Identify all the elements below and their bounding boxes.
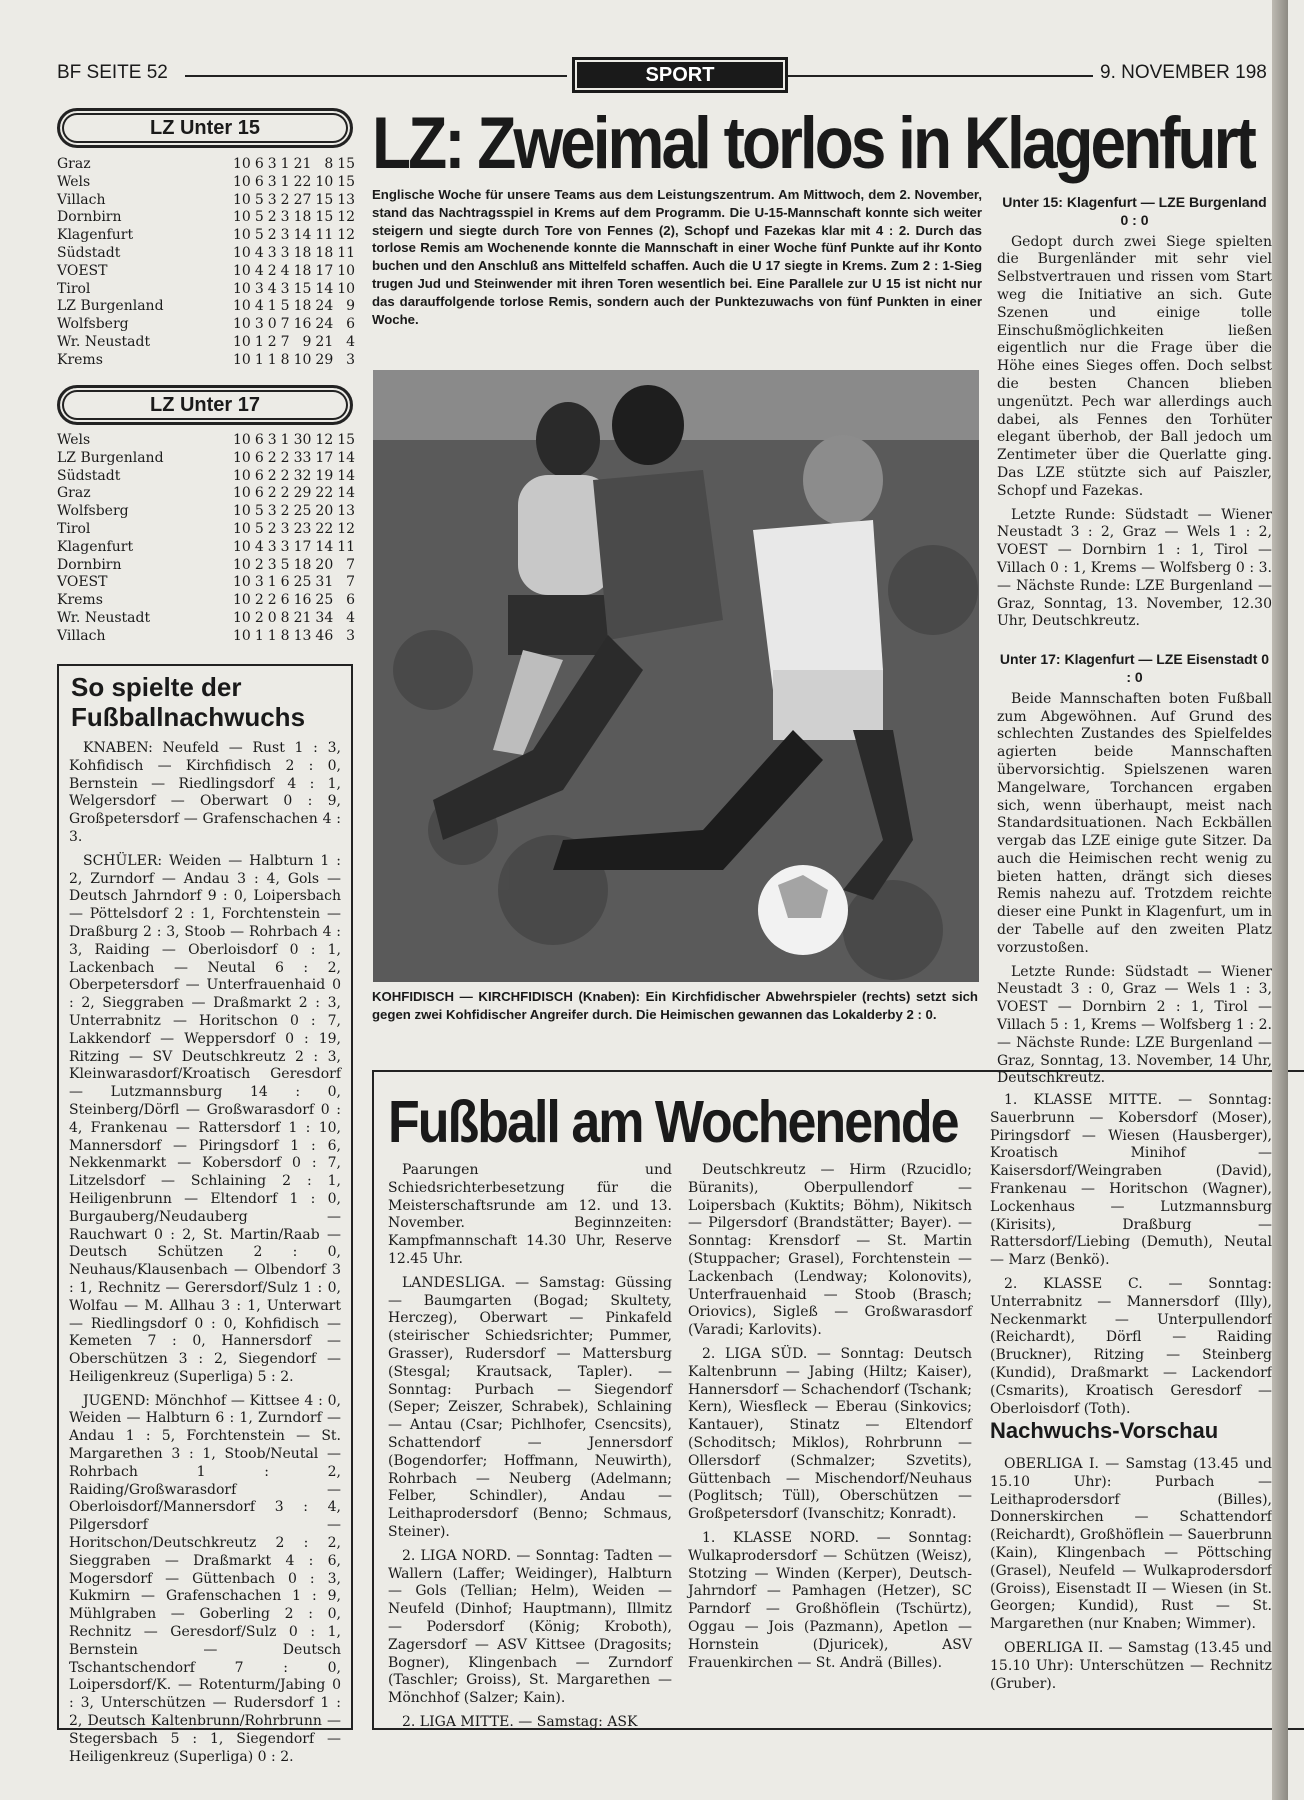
stat-value: 14 — [315, 538, 334, 555]
stat-value: 10 — [233, 432, 251, 448]
stat-value: 2 — [254, 609, 264, 626]
stat-value: 1 — [267, 627, 277, 644]
table-title-u17: LZ Unter 17 — [57, 385, 353, 425]
stat-value: 6 — [254, 173, 264, 190]
stat-value: 3 — [267, 191, 277, 208]
stat-value: 24 — [315, 298, 334, 315]
stat-value: 6 — [254, 485, 264, 502]
results-box — [57, 664, 353, 1765]
stat-value: 15 — [337, 432, 356, 448]
standings-row — [57, 432, 355, 450]
team-name: Südstadt — [57, 467, 121, 484]
stat-value: 10 — [233, 351, 251, 368]
team-name: LZ Burgenland — [57, 449, 164, 466]
stat-value: 16 — [293, 592, 312, 609]
stat-value: 1 — [280, 173, 290, 190]
stat-value: 13 — [337, 191, 356, 208]
weekend-column-3 — [990, 1092, 1272, 1417]
standings-row — [57, 592, 355, 610]
stat-value: 29 — [315, 351, 334, 368]
issue-date: 9. NOVEMBER 198 — [1100, 62, 1267, 83]
paragraph: 2. LIGA SÜD. — Sonntag: Deutsch Kaltenbrunn — Jabing (Hiltz; Kaiser), Hannersdorf — Schachendorf (Tschank; Kern), Wiesfleck — Eberau (Sinkovics; Kantauer), Stinatz — Eltendorf (Schoditsch; Miklos), Rohrbrunn — Ollersdorf (Schmalzer; Szvetits), Güttenbach — Mischendorf/Neuhaus (Poglitsch; Tüll), Oberschützen — Großpetersdorf (Ivanschitz; Konradt). — [688, 1345, 972, 1523]
weekend-title: Fußball am Wochenende — [388, 1089, 958, 1156]
standings-row — [57, 334, 355, 352]
stat-value: 3 — [254, 280, 264, 297]
paragraph: KNABEN: Neufeld — Rust 1 : 3, Kohfidisch — Kirchfidisch 2 : 0, Bernstein — Riedlingsdorf 4 : 1, Welgersdorf — Oberwart 0 : 9, Großpetersdorf — Grafenschachen 4 : 3. — [69, 740, 341, 845]
stat-value: 2 — [280, 467, 290, 484]
paragraph: LANDESLIGA. — Samstag: Güssing — Baumgarten (Bogad; Skultety, Herczeg), Oberwart — Pinkafeld (steirischer Schiedsrichter; Pummer, Grasser), Rudersdorf — Mattersburg (Stesgal; Krautsack, Tapler). — Sonntag: Purbach — Siegendorf (Seper; Zeiszer, Schrabek), Schlaining — Antau (Csar; Pichlhofer, Csencsits), Schattendorf — Jennersdorf (Bogendorfer; Hoffmann, Neuwirth), Rohrbach — Neuberg (Adelmann; Felber, Schindler), Andau — Leithaprodersdorf (Benno; Schmaus, Steiner). — [388, 1274, 672, 1540]
standings-row — [57, 610, 355, 628]
standings-row — [57, 557, 355, 575]
stat-value: 1 — [280, 432, 290, 448]
stat-value: 21 — [315, 333, 334, 350]
standings-row — [57, 227, 355, 245]
team-name: Graz — [57, 156, 91, 172]
standings-row — [57, 574, 355, 592]
stat-value: 15 — [337, 156, 356, 172]
stat-value: 14 — [337, 467, 356, 484]
stat-value: 3 — [254, 574, 264, 591]
stat-value: 2 — [267, 467, 277, 484]
stat-value: 3 — [267, 538, 277, 555]
stat-value: 11 — [315, 227, 334, 244]
stat-value: 7 — [346, 556, 356, 573]
u15-last-round — [997, 507, 1272, 632]
team-name: Wolfsberg — [57, 316, 129, 333]
stat-value: 25 — [293, 503, 312, 520]
weekend-column-2 — [688, 1162, 972, 1717]
stat-value: 6 — [254, 432, 264, 448]
stat-value: 17 — [293, 538, 312, 555]
team-name: VOEST — [57, 574, 108, 591]
standings-row — [57, 468, 355, 486]
stat-value: 22 — [293, 173, 312, 190]
stat-value: 3 — [280, 209, 290, 226]
stat-value: 10 — [233, 280, 251, 297]
stat-value: 5 — [254, 227, 264, 244]
team-name: VOEST — [57, 262, 108, 279]
stat-value: 10 — [233, 244, 251, 261]
stat-value: 10 — [233, 316, 251, 333]
stat-value: 2 — [254, 592, 264, 609]
team-name: LZ Burgenland — [57, 298, 164, 315]
stat-value: 2 — [267, 333, 277, 350]
stat-value: 2 — [267, 520, 277, 537]
stat-value: 3 — [346, 627, 356, 644]
stat-value: 3 — [267, 503, 277, 520]
stat-value: 4 — [346, 609, 356, 626]
team-name: Tirol — [57, 520, 91, 537]
stat-value: 10 — [233, 556, 251, 573]
stat-value: 18 — [293, 298, 312, 315]
stat-value: 6 — [254, 467, 264, 484]
standings-row — [57, 352, 355, 370]
stat-value: 11 — [337, 244, 356, 261]
stat-value: 33 — [293, 449, 312, 466]
stat-value: 9 — [302, 333, 312, 350]
stat-value: 9 — [346, 298, 356, 315]
u17-match-report: Beide Mannschaften boten Fußball zum Abgewöhnen. Auf Grund des schlechten Zustandes des Spielfeldes agierten beide Mannschaften übervorsichtig. Spielszenen waren Mangelware, Torchancen ergaben sich, wenn überhaupt, meist nach Standardsituationen. Nach Eckbällen vergab das LZE einige gute Sitzer. Da auch die Heimischen recht wenig zu bieten hatten, drängt sich dieses Remis nahezu auf. Trotzdem reichte dieser eine Punkt in Klagenfurt, um in der Tabelle auf den zweiten Platz vorzustoßen. — [997, 690, 1272, 956]
team-name: Wolfsberg — [57, 503, 129, 520]
stat-value: 10 — [233, 156, 251, 172]
section-label: SPORT — [572, 57, 788, 93]
stat-value: 16 — [293, 316, 312, 333]
stat-value: 13 — [293, 627, 312, 644]
standings-row — [57, 539, 355, 557]
standings-row — [57, 628, 355, 646]
paragraph: Paarungen und Schiedsrichterbesetzung für die Meisterschaftsrunde am 12. und 13. November. Beginnzeiten: Kampfmannschaft 14.30 Uhr, Reserve 12.45 Uhr. — [388, 1162, 672, 1267]
stat-value: 17 — [315, 262, 334, 279]
paragraph: OBERLIGA II. — Samstag (13.45 und 15.10 Uhr): Unterschützen — Rechnitz (Gruber). — [990, 1639, 1272, 1692]
stat-value: 8 — [280, 627, 290, 644]
stat-value: 13 — [337, 503, 356, 520]
stat-value: 2 — [280, 503, 290, 520]
stat-value: 15 — [315, 209, 334, 226]
team-name: Klagenfurt — [57, 538, 134, 555]
stat-value: 10 — [233, 298, 251, 315]
team-name: Dornbirn — [57, 209, 122, 226]
paragraph: 2. LIGA NORD. — Sonntag: Tadten — Wallern (Laffer; Weidinger), Halbturn — Gols (Tellian; Helm), Weiden — Neufeld (Dinhof; Hauptmann), Illmitz — Podersdorf (König; Kroboth), Zagersdorf — ASV Kittsee (Dragosits; Bogner), Klingenbach — Zurndorf (Taschler; Groiss), St. Margarethen — Mönchhof (Salzer; Kain). — [388, 1547, 672, 1707]
stat-value: 17 — [315, 449, 334, 466]
stat-value: 12 — [337, 520, 356, 537]
stat-value: 10 — [233, 173, 251, 190]
stat-value: 10 — [315, 173, 334, 190]
table-title-u15: LZ Unter 15 — [57, 108, 353, 148]
stat-value: 3 — [267, 173, 277, 190]
team-name: Wels — [57, 173, 91, 190]
match-photo-illustration — [373, 370, 979, 982]
team-name: Krems — [57, 351, 103, 368]
stat-value: 25 — [293, 574, 312, 591]
stat-value: 23 — [293, 520, 312, 537]
paragraph: SCHÜLER: Weiden — Halbturn 1 : 2, Zurndorf — Andau 3 : 4, Gols — Deutsch Jahrndorf 9 : 0, Loipersbach — Pöttelsdorf 2 : 1, Forchtenstein — Draßburg 2 : 3, Stoob — Rohrbach 4 : 3, Raiding — Oberloisdorf 0 : 1, Lackenbach — Neutal 6 : 2, Oberpetersdorf — Unterfrauenhaid 0 : 2, Sieggraben — Draßmarkt 2 : 3, Unterrabnitz — Horitschon 0 : 7, Lakkendorf — Weppersdorf 0 : 19, Ritzing — SV Deutschkreutz 2 : 3, Kleinwarasdorf/Kroatisch Geresdorf — Lutzmannsburg 14 : 0, Steinberg/Dörfl — Großwarasdorf 0 : 4, Frankenau — Rattersdorf 1 : 10, Mannersdorf — Piringsdorf 1 : 6, Nekkenmarkt — Kobersdorf 0 : 7, Litzelsdorf — Schlaining 2 : 1, Heiligenbrunn — Eltendorf 1 : 0, Burgauberg/Neudauberg — Rauchwart 0 : 2, St. Martin/Raab — Deutsch Schützen 2 : 0, Neuhaus/Klausenbach — Olbendorf 3 : 1, Rechnitz — Gerersdorf/Sulz 1 : 0, Wolfau — M. Allhau 3 : 1, Unterwart — Riedlingsdorf 0 : 0, Kohfidisch — Kemeten 7 : 0, Hannersdorf — Oberschützen 3 : 2, Siegendorf — Heiligenkreuz (Superliga) 5 : 2. — [69, 852, 341, 1385]
stat-value: 32 — [293, 467, 312, 484]
standings-row — [57, 450, 355, 468]
stat-value: 1 — [254, 627, 264, 644]
article-intro: Englische Woche für unsere Teams aus dem Leistungszentrum. Am Mittwoch, dem 2. November, stand das Nachtragsspiel in Krems auf dem Programm. Die U-15-Mannschaft konnte sich weiter steigern und siegte durch Tore von Fennes (2), Schopf und Fazekas klar mit 4 : 2. Durch das torlose Remis am Wochenende konnte die Mannschaft in einer Woche fünf Punkte auf ihr Konto buchen und den Anschluß ans Mittelfeld schaffen. Auch die U 17 siegte in Krems. Zum 2 : 1-Sieg trugen Jud und Steinwender mit ihren Toren wesentlich bei. Eine Parallele zur U 15 ist nicht nur das darauffolgende torlose Remis, sondern auch der Punktezuwachs von fünf Punkten in einer Woche. — [372, 187, 982, 327]
stat-value: 1 — [267, 351, 277, 368]
paragraph: 2. KLASSE C. — Sonntag: Unterrabnitz — Mannersdorf (Illy), Neckenmarkt — Unterpullendorf (Reichardt), Dörfl — Raiding (Bruckner), Ritzing — Steinberg (Kundid), Draßmarkt — Lackendorf (Csmarits), Kroatisch Geresdorf — Oberloisdorf (Toth). — [990, 1275, 1272, 1417]
standings-row — [57, 245, 355, 263]
stat-value: 2 — [280, 191, 290, 208]
u17-last-round-text: Letzte Runde: Südstadt — Wiener Neustadt 3 : 0, Graz — Wels 1 : 3, VOEST — Dornbirn 2 : 1, Tirol — Villach 5 : 1, Krems — Wolfsberg 1 : 2. — Nächste Runde: LZE Burgenland — Graz, Sonntag, 13. November, 14 Uhr, Deutschkreutz. — [997, 963, 1272, 1087]
stat-value: 2 — [267, 485, 277, 502]
article-headline: LZ: Zweimal torlos in Klagenfurt — [372, 101, 1254, 184]
stat-value: 15 — [315, 191, 334, 208]
stat-value: 6 — [346, 316, 356, 333]
stat-value: 18 — [293, 556, 312, 573]
stat-value: 5 — [254, 209, 264, 226]
stat-value: 6 — [280, 574, 290, 591]
stat-value: 8 — [280, 351, 290, 368]
stat-value: 10 — [233, 467, 251, 484]
stat-value: 31 — [315, 574, 334, 591]
stat-value: 5 — [280, 298, 290, 315]
stat-value: 22 — [315, 520, 334, 537]
paragraph: 1. KLASSE MITTE. — Sonntag: Sauerbrunn — Kobersdorf (Moser), Piringsdorf — Wiesen (Hausberger), Kroatisch Minihof — Kaisersdorf/Weingraben (David), Frankenau — Horitschon (Wagner), Lockenhaus — Lutzmannsburg (Kirisits), Draßburg — Rattersdorf/Liebing (Demuth), Neutal — Marz (Benkö). — [990, 1092, 1272, 1269]
stat-value: 21 — [293, 609, 312, 626]
stat-value: 10 — [233, 538, 251, 555]
stat-value: 7 — [280, 333, 290, 350]
preview-title: Nachwuchs-Vorschau — [990, 1418, 1219, 1443]
paragraph: JUGEND: Mönchhof — Kittsee 4 : 0, Weiden — Halbturn 6 : 1, Zurndorf — Andau 1 : 5, Forchtenstein — St. Margarethen 3 : 1, Stoob/Neutal — Rohrbach 1 : 2, Raiding/Großwarasdorf — Oberloisdorf/Mannersdorf 3 : 4, Pilgersdorf — Horitschon/Deutschkreutz 2 : 2, Sieggraben — Draßmarkt 4 : 6, Mogersdorf — Güttenbach 0 : 3, Kukmirn — Grafenschachen 1 : 9, Mühlgraben — Goberling 2 : 0, Rechnitz — Geresdorf/Sulz 0 : 1, Bernstein — Deutsch Tschantschendorf 7 : 0, Loipersdorf/K. — Rotenturm/Jabing 0 : 3, Unterschützen — Rudersdorf 1 : 2, Deutsch Kaltenbrunn/Rohrbrunn — Stegersbach 5 : 1, Siegendorf — Heiligenkreuz (Superliga) 0 : 2. — [69, 1392, 341, 1765]
team-name: Klagenfurt — [57, 227, 134, 244]
stat-value: 6 — [280, 592, 290, 609]
stat-value: 46 — [315, 627, 334, 644]
stat-value: 1 — [280, 156, 290, 172]
stat-value: 19 — [315, 467, 334, 484]
stat-value: 10 — [233, 627, 251, 644]
standings-row — [57, 209, 355, 227]
stat-value: 1 — [254, 351, 264, 368]
stat-value: 10 — [233, 262, 251, 279]
stat-value: 29 — [293, 485, 312, 502]
stat-value: 12 — [337, 227, 356, 244]
standings-row — [57, 174, 355, 192]
stat-value: 1 — [267, 298, 277, 315]
team-name: Südstadt — [57, 244, 121, 261]
stat-value: 15 — [337, 173, 356, 190]
stat-value: 18 — [315, 244, 334, 261]
weekend-column-1 — [388, 1162, 672, 1730]
team-name: Wr. Neustadt — [57, 609, 151, 626]
stat-value: 10 — [233, 592, 251, 609]
standings-row — [57, 192, 355, 210]
stat-value: 8 — [324, 156, 334, 172]
team-name: Wels — [57, 432, 91, 448]
stat-value: 6 — [254, 156, 264, 172]
stat-value: 18 — [293, 262, 312, 279]
stat-value: 10 — [337, 262, 356, 279]
stat-value: 30 — [293, 432, 312, 448]
stat-value: 14 — [315, 280, 334, 297]
stat-value: 0 — [267, 316, 277, 333]
stat-value: 2 — [267, 449, 277, 466]
stat-value: 4 — [254, 298, 264, 315]
stat-value: 3 — [346, 351, 356, 368]
results-text — [69, 740, 341, 1765]
stat-value: 34 — [315, 609, 334, 626]
match-photo — [373, 370, 979, 982]
stat-value: 10 — [233, 449, 251, 466]
stat-value: 10 — [233, 520, 251, 537]
stat-value: 3 — [280, 280, 290, 297]
stat-value: 27 — [293, 191, 312, 208]
standings-row — [57, 485, 355, 503]
stat-value: 21 — [293, 156, 312, 172]
stat-value: 10 — [233, 485, 251, 502]
stat-value: 10 — [233, 209, 251, 226]
stat-value: 22 — [315, 485, 334, 502]
standings-row — [57, 263, 355, 281]
stat-value: 12 — [337, 209, 356, 226]
stat-value: 5 — [280, 556, 290, 573]
paragraph: 1. KLASSE NORD. — Sonntag: Wulkaprodersdorf — Schützen (Weisz), Stotzing — Winden (Kerper), Deutsch-Jahrndorf — Pamhagen (Hetzer), SC Parndorf — Großhöflein (Tschürtz), Oggau — Jois (Pazmann), Apetlon — Hornstein (Djuricek), ASV Frauenkirchen — St. Andrä (Billes). — [688, 1529, 972, 1671]
stat-value: 12 — [315, 432, 334, 448]
stat-value: 11 — [337, 538, 356, 555]
header-rule-left — [185, 75, 567, 77]
stat-value: 10 — [233, 574, 251, 591]
stat-value: 10 — [233, 609, 251, 626]
stat-value: 2 — [267, 209, 277, 226]
stat-value: 2 — [267, 592, 277, 609]
stat-value: 3 — [280, 227, 290, 244]
stat-value: 3 — [267, 556, 277, 573]
stat-value: 14 — [337, 449, 356, 466]
stat-value: 5 — [254, 503, 264, 520]
standings-table-u15 — [57, 156, 355, 370]
stat-value: 7 — [280, 316, 290, 333]
standings-row — [57, 298, 355, 316]
stat-value: 10 — [233, 333, 251, 350]
stat-value: 7 — [346, 574, 356, 591]
stat-value: 15 — [293, 280, 312, 297]
standings-table-u17 — [57, 432, 355, 646]
stat-value: 0 — [267, 609, 277, 626]
team-name: Wr. Neustadt — [57, 333, 151, 350]
results-title: So spielte der Fußballnachwuchs — [71, 672, 306, 732]
team-name: Krems — [57, 592, 103, 609]
stat-value: 4 — [254, 262, 264, 279]
stat-value: 8 — [280, 609, 290, 626]
stat-value: 2 — [254, 556, 264, 573]
page-edge-shadow — [1272, 0, 1288, 1800]
stat-value: 6 — [346, 592, 356, 609]
stat-value: 10 — [233, 503, 251, 520]
paragraph: Deutschkreutz — Hirm (Rzucidlo; Büranits), Oberpullendorf — Loipersbach (Kuktits; Böhm), Nikitsch — Pilgersdorf (Brandstätter; Bayer). — Sonntag: Krensdorf — St. Martin (Stuppacher; Grasel), Forchtenstein — Lackenbach (Lendway; Kolonovits), Unterfrauenhaid — Stoob (Brasch; Oriovics), Sigleß — Großwarasdorf (Varadi; Karlovits). — [688, 1162, 972, 1339]
stat-value: 3 — [267, 156, 277, 172]
stat-value: 1 — [254, 333, 264, 350]
u15-last-round-text: Letzte Runde: Südstadt — Wiener Neustadt 3 : 2, Graz — Wels 1 : 2, VOEST — Dornbirn 1 : 1, Tirol — Villach 0 : 1, Krems — Wolfsberg 0 : 3. — Nächste Runde: LZE Burgenland — Graz, Sonntag, 13. November, 12.30 Uhr, Deutschkreutz. — [997, 506, 1272, 630]
stat-value: 20 — [315, 556, 334, 573]
u15-match-heading: Unter 15: Klagenfurt — LZE Burgenland 0 : 0 — [1002, 194, 1267, 228]
stat-value: 2 — [280, 449, 290, 466]
team-name: Graz — [57, 485, 91, 502]
paragraph: OBERLIGA I. — Samstag (13.45 und 15.10 Uhr): Purbach — Leithaprodersdorf (Billes), Donnerskirchen — Schattendorf (Reichardt), Großhöflein — Sauerbrunn (Kain), Klingenbach — Pöttsching (Grasel), Neufeld — Wulkaprodersdorf (Groiss), Eisenstadt II — Wiesen (in St. Georgen; Kundid), Rust — St. Margarethen (nur Knaben; Wimmer). — [990, 1456, 1272, 1633]
stat-value: 6 — [254, 449, 264, 466]
stat-value: 3 — [280, 244, 290, 261]
header-rule-right — [788, 75, 1093, 77]
stat-value: 24 — [315, 316, 334, 333]
team-name: Villach — [57, 191, 106, 208]
stat-value: 4 — [280, 262, 290, 279]
stat-value: 14 — [337, 485, 356, 502]
stat-value: 10 — [337, 280, 356, 297]
stat-value: 2 — [267, 227, 277, 244]
u15-match-report: Gedopt durch zwei Siege spielten die Burgenländer mit sehr viel Selbstvertrauen und rissen vom Start weg die Initiative an sich. Gute Szenen und einige tolle Einschußmöglichkeiten ließen eigentlich nur die Frage über die Höhe eines Sieges offen. Doch selbst die besten Chancen blieben ungenützt. Pech war allerdings auch dabei, als Fennes den Torhüter elegant überhob, der Ball jedoch um Zentimeter über die Querlatte ging. Das LZE stützte sich auf Paiszler, Schopf und Fazekas. — [997, 233, 1272, 499]
team-name: Tirol — [57, 280, 91, 297]
stat-value: 1 — [267, 574, 277, 591]
stat-value: 3 — [267, 432, 277, 448]
u17-match-heading: Unter 17: Klagenfurt — LZE Eisenstadt 0 : 0 — [999, 651, 1270, 685]
stat-value: 14 — [293, 227, 312, 244]
standings-row — [57, 156, 355, 174]
paragraph: 2. LIGA MITTE. — Samstag: ASK — [402, 1713, 638, 1730]
stat-value: 3 — [267, 244, 277, 261]
stat-value: 18 — [293, 244, 312, 261]
standings-row — [57, 281, 355, 299]
article-right-column — [997, 186, 1272, 1087]
team-name: Dornbirn — [57, 556, 122, 573]
preview-text — [990, 1456, 1272, 1718]
stat-value: 3 — [280, 520, 290, 537]
standings-row — [57, 503, 355, 521]
stat-value: 3 — [254, 316, 264, 333]
stat-value: 3 — [280, 538, 290, 555]
stat-value: 20 — [315, 503, 334, 520]
stat-value: 10 — [233, 227, 251, 244]
photo-caption: KOHFIDISCH — KIRCHFIDISCH (Knaben): Ein Kirchfidischer Abwehrspieler (rechts) setzt sich gegen zwei Kohfidischer Angreifer durch. Die Heimischen gewannen das Lokalderby 2 : 0. — [372, 989, 978, 1022]
stat-value: 5 — [254, 520, 264, 537]
stat-value: 2 — [267, 262, 277, 279]
standings-row — [57, 521, 355, 539]
stat-value: 4 — [267, 280, 277, 297]
stat-value: 2 — [280, 485, 290, 502]
stat-value: 4 — [254, 538, 264, 555]
stat-value: 5 — [254, 191, 264, 208]
standings-row — [57, 316, 355, 334]
stat-value: 10 — [293, 351, 312, 368]
stat-value: 10 — [233, 191, 251, 208]
stat-value: 25 — [315, 592, 334, 609]
page-number: BF SEITE 52 — [57, 62, 168, 83]
stat-value: 18 — [293, 209, 312, 226]
stat-value: 4 — [254, 244, 264, 261]
team-name: Villach — [57, 627, 106, 644]
stat-value: 4 — [346, 333, 356, 350]
